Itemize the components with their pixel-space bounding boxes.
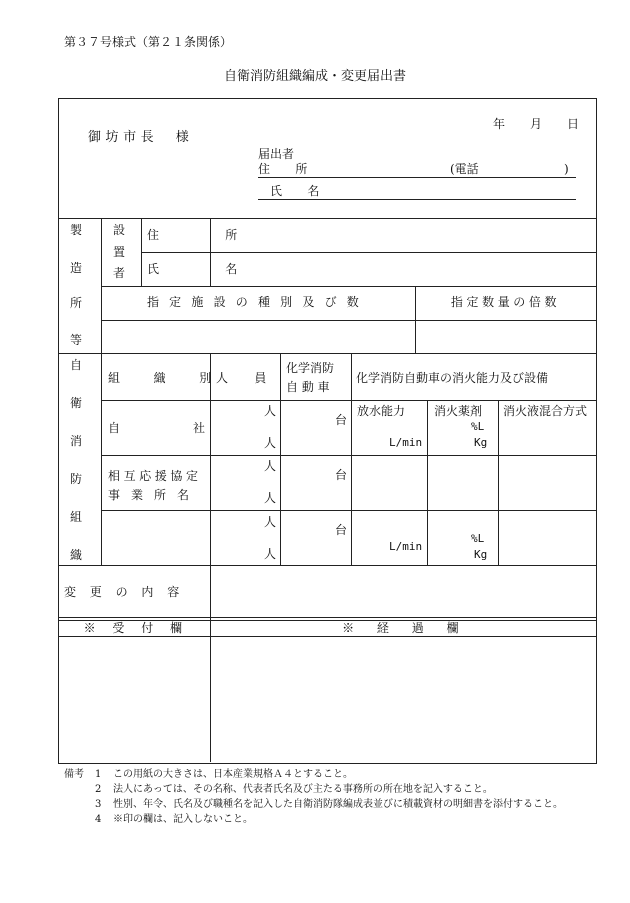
date-day: 日 — [567, 117, 580, 131]
col-vehicle-header-1: 化学消防 — [286, 361, 335, 375]
form-number: 第３７号様式（第２１条関係） — [64, 35, 233, 49]
progress-label: ※ 経 過 欄 — [342, 621, 464, 635]
unit-person: 人 — [264, 459, 277, 473]
unit-vehicle: 台 — [335, 413, 348, 427]
org-label-3: 消 — [70, 434, 83, 448]
note-text: 性別、年令、氏名及び職種名を記入した自衛消防隊編成表並びに積載資材の明細書を添付すること。 — [113, 799, 563, 810]
note-num: 2 — [95, 784, 102, 795]
org-label-4: 防 — [70, 472, 83, 486]
unit-kg: Kg — [474, 436, 488, 449]
col-vehicle-header-2: 自 動 車 — [286, 380, 330, 394]
installer-name-label: 氏 名 — [147, 262, 269, 276]
unit-lmin: L/min — [389, 436, 423, 449]
unit-person: 人 — [264, 547, 277, 561]
name-line[interactable] — [258, 199, 576, 200]
form-title: 自衛消防組織編成・変更届出書 — [223, 69, 406, 84]
unit-lmin: L/min — [389, 540, 423, 553]
row-mutual-2: 事 業 所 名 — [108, 488, 193, 502]
unit-percent: %L — [471, 420, 485, 433]
facility-label-2: 造 — [70, 261, 83, 275]
org-label-5: 組 — [70, 510, 83, 524]
unit-person: 人 — [264, 491, 277, 505]
col-org-header: 組 織 別 — [108, 371, 223, 385]
row-mutual-1: 相互応援協定 — [108, 469, 202, 483]
installer-label-1: 設 — [113, 223, 126, 237]
row-own-1: 自 — [108, 421, 121, 435]
unit-vehicle: 台 — [335, 523, 348, 537]
unit-percent: %L — [471, 532, 485, 545]
submitter-label: 届出者 — [258, 147, 295, 161]
note-num: 3 — [95, 799, 102, 810]
unit-person: 人 — [264, 515, 277, 529]
org-label-6: 織 — [70, 548, 83, 562]
sub-agent-header: 消火薬剤 — [434, 404, 483, 418]
addressee: 御坊市長 様 — [88, 130, 194, 145]
installer-address-label: 住 所 — [147, 228, 269, 242]
date-year: 年 — [493, 117, 506, 131]
org-label-2: 衛 — [70, 396, 83, 410]
note-num: 1 — [95, 769, 102, 780]
unit-person: 人 — [264, 404, 277, 418]
installer-label-2: 置 — [113, 245, 126, 259]
submitter-name-label: 氏 名 — [270, 184, 331, 198]
col-staff-header: 人 員 — [216, 371, 274, 385]
note-text: この用紙の大きさは、日本産業規格Ａ４とすること。 — [113, 769, 353, 780]
address-line[interactable] — [258, 177, 576, 178]
facility-label-1: 製 — [70, 223, 83, 237]
note-text: ※印の欄は、記入しないこと。 — [113, 814, 253, 825]
notes-heading: 備考 — [64, 769, 84, 780]
row-own-2: 社 — [193, 421, 206, 435]
changes-label: 変更の内容 — [64, 585, 194, 599]
multiple-header: 指定数量の倍数 — [450, 295, 561, 309]
sub-discharge-header: 放水能力 — [357, 404, 406, 418]
installer-label-3: 者 — [113, 266, 126, 280]
sub-mixing-header: 消火液混合方式 — [503, 404, 588, 418]
facility-type-header: 指定施設の種別及び数 — [146, 295, 369, 309]
org-label-1: 自 — [70, 358, 83, 372]
date-month: 月 — [530, 117, 543, 131]
phone-label: (電話 — [450, 162, 479, 176]
divider — [58, 218, 596, 219]
col-capability-header: 化学消防自動車の消火能力及び設備 — [356, 371, 549, 385]
unit-vehicle: 台 — [335, 468, 348, 482]
note-text: 法人にあっては、その名称、代表者氏名及び主たる事務所の所在地を記入すること。 — [113, 784, 493, 795]
reception-label: ※ 受 付 欄 — [83, 621, 185, 635]
unit-kg: Kg — [474, 548, 488, 561]
phone-close: ) — [564, 162, 569, 176]
submitter-address-label: 住 所 — [258, 162, 319, 176]
note-num: 4 — [95, 814, 102, 825]
facility-label-4: 等 — [70, 333, 83, 347]
unit-person: 人 — [264, 436, 277, 450]
facility-label-3: 所 — [70, 296, 83, 310]
